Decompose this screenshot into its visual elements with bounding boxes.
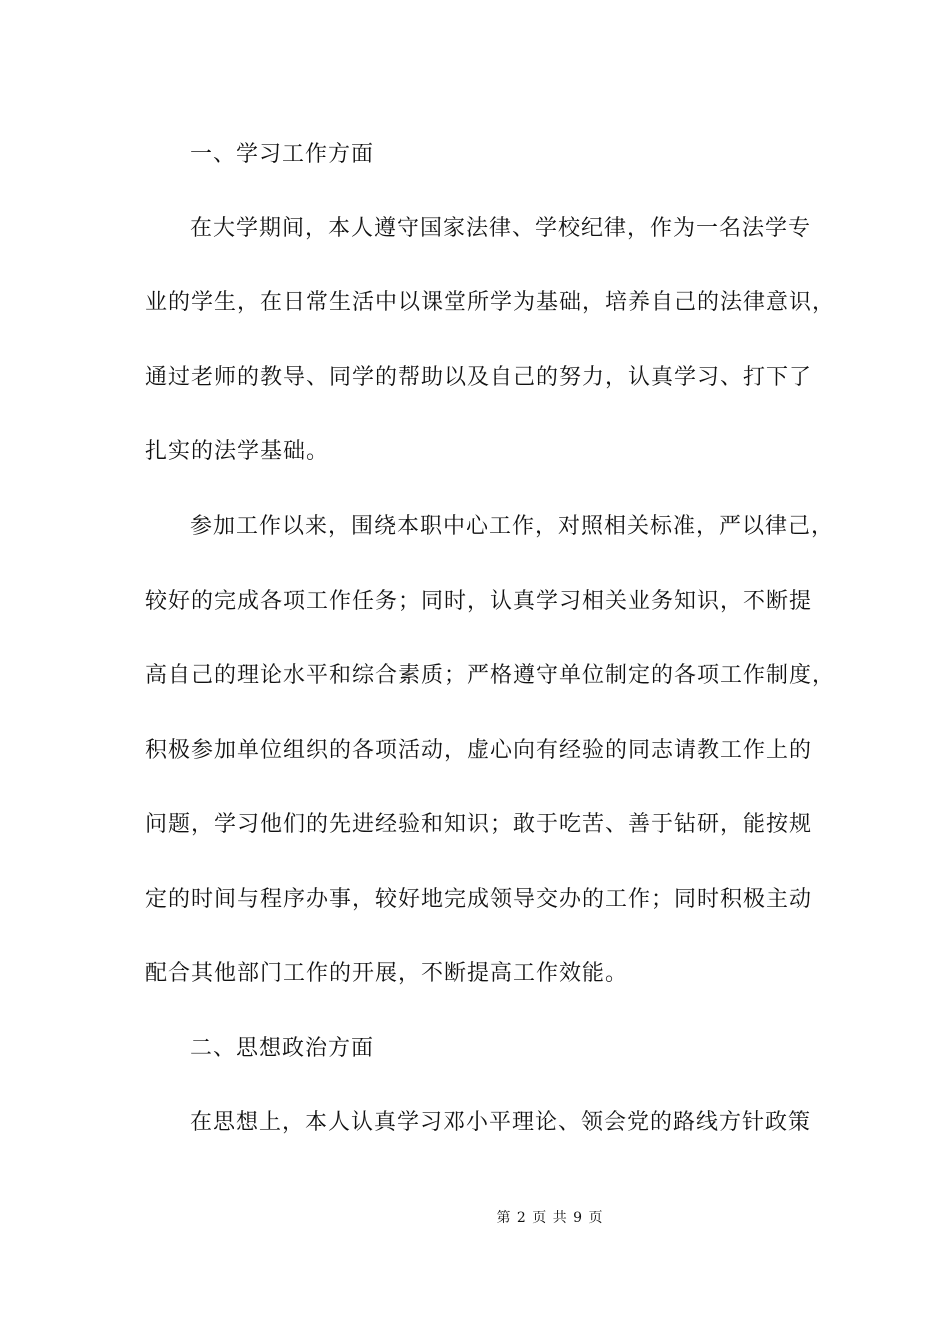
paragraph-line: 在大学期间，本人遵守国家法律、学校纪律，作为一名法学专 — [190, 216, 812, 241]
section-heading-political: 二、思想政治方面 — [190, 1036, 375, 1061]
paragraph-line: 通过老师的教导、同学的帮助以及自己的努力，认真学习、打下了 — [145, 365, 813, 390]
paragraph-line: 扎实的法学基础。 — [145, 439, 330, 464]
paragraph-line: 高自己的理论水平和综合素质；严格遵守单位制定的各项工作制度， — [145, 663, 836, 688]
section-heading-study-work: 一、学习工作方面 — [190, 142, 375, 167]
paragraph-line: 积极参加单位组织的各项活动，虚心向有经验的同志请教工作上的 — [145, 738, 813, 763]
paragraph-line: 业的学生，在日常生活中以课堂所学为基础，培养自己的法律意识， — [145, 290, 836, 315]
paragraph-line: 定的时间与程序办事，较好地完成领导交办的工作；同时积极主动 — [145, 887, 813, 912]
paragraph-line: 较好的完成各项工作任务；同时，认真学习相关业务知识，不断提 — [145, 589, 813, 614]
paragraph-line: 在思想上，本人认真学习邓小平理论、领会党的路线方针政策 — [190, 1110, 812, 1135]
paragraph-line: 配合其他部门工作的开展，不断提高工作效能。 — [145, 961, 629, 986]
paragraph-line: 问题，学习他们的先进经验和知识；敢于吃苦、善于钻研，能按规 — [145, 812, 813, 837]
paragraph-line: 参加工作以来，围绕本职中心工作，对照相关标准，严以律己， — [190, 514, 835, 539]
page-number-footer: 第 2 页 共 9 页 — [496, 1210, 604, 1226]
